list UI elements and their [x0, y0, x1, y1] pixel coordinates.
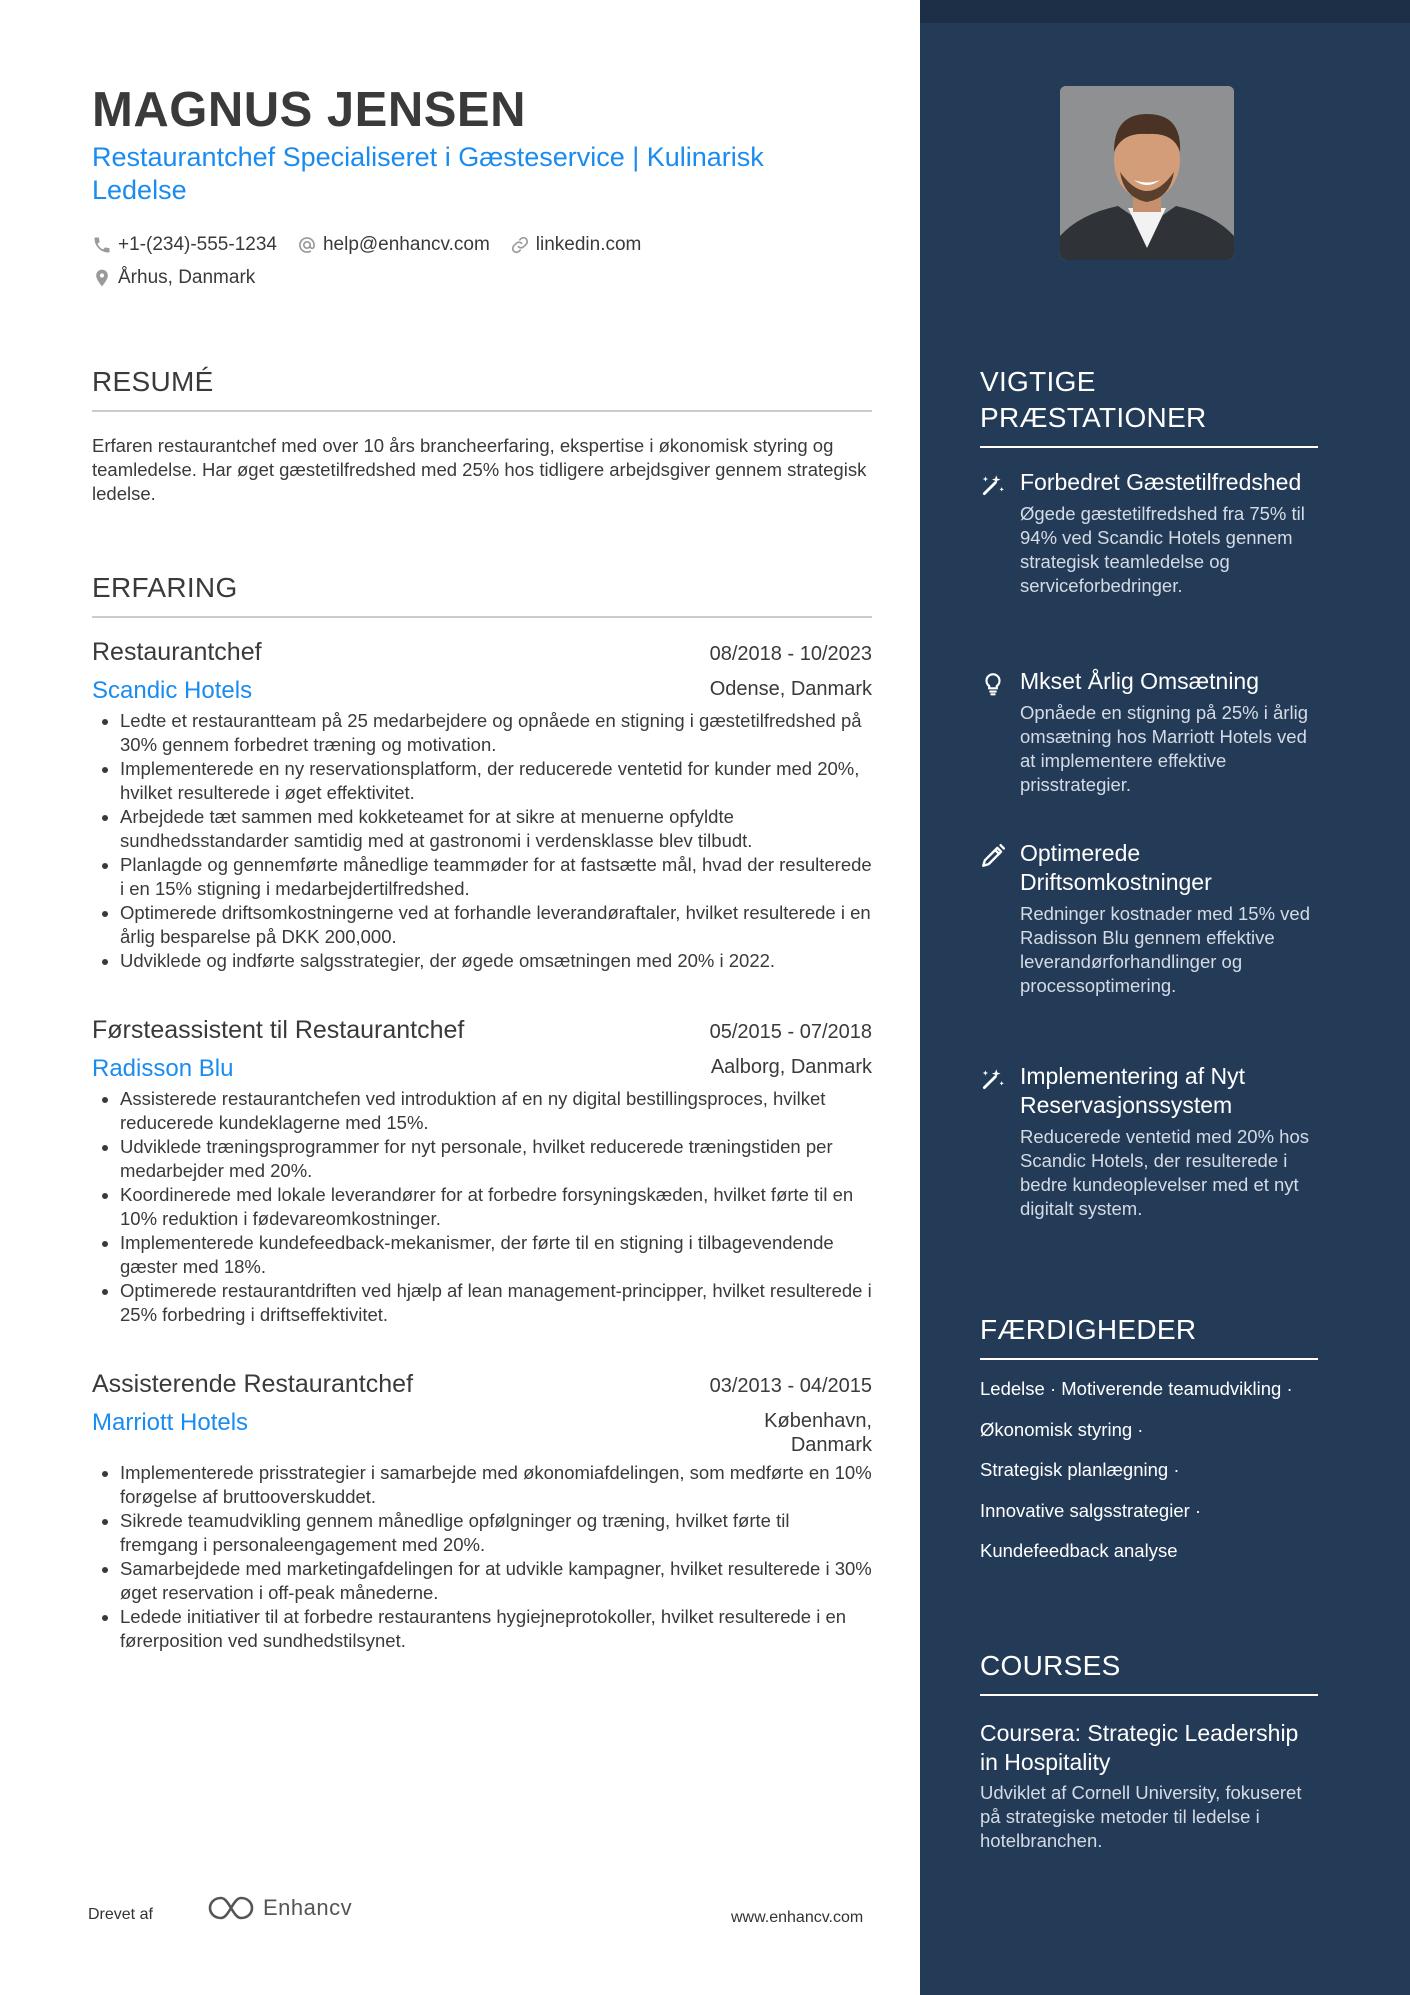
job-entry: [92, 638, 872, 973]
job-dates: 08/2018 - 10/2023: [709, 643, 872, 665]
job-dates: 03/2013 - 04/2015: [709, 1375, 872, 1397]
skill-item: Strategisk planlægning ·: [980, 1459, 1180, 1480]
skills-heading: FÆRDIGHEDER: [980, 1312, 1318, 1360]
job-bullet: • Samarbejdede med marketingafdelingen for at udvikle kampagner, hvilket resulterede i 30% øget reservation i off-peak månederne.: [120, 1557, 872, 1605]
job-title: Assisterende Restaurantchef: [92, 1370, 414, 1398]
avatar: [1060, 86, 1234, 260]
contact-linkedin[interactable]: [510, 234, 642, 256]
company-name: Marriott Hotels: [92, 1409, 249, 1436]
job-location: Odense, Danmark: [709, 678, 872, 700]
contact-email[interactable]: [297, 234, 490, 256]
contact-phone[interactable]: [92, 234, 277, 256]
contact-info: [92, 228, 852, 294]
link-icon: [510, 235, 530, 255]
achievement-title: Optimerede Driftsomkostninger: [1020, 840, 1212, 895]
company-name: Radisson Blu: [92, 1055, 234, 1082]
job-bullet: • Sikrede teamudvikling gennem månedlige opfølgninger og træning, hvilket førte til fremgang i personaleengagement med 20%.: [120, 1509, 872, 1557]
job-bullets: [92, 709, 872, 973]
skill-item: Innovative salgsstrategier ·: [980, 1499, 1202, 1521]
magic-wand-icon: [980, 1066, 1008, 1221]
skill-item: Økonomisk styring ·: [980, 1418, 1144, 1440]
candidate-name: MAGNUS JENSEN: [92, 83, 526, 137]
job-location: København, Danmark: [764, 1410, 872, 1456]
job-bullet: • Udviklede træningsprogrammer for nyt personale, hvilket reducerede træningstiden per medarbejder med 20%.: [120, 1135, 872, 1183]
job-bullet: • Implementerede prisstrategier i samarbejde med økonomiafdelingen, som medførte en 10% forøgelse af bruttooverskuddet.: [120, 1461, 872, 1509]
skill-item: Kundefeedback analyse: [980, 1540, 1178, 1561]
footer-url[interactable]: www.enhancv.com: [731, 1909, 864, 1926]
magic-wand-icon: [980, 472, 1008, 598]
achievement-title: Forbedret Gæstetilfredshed: [1020, 469, 1302, 495]
job-bullet: • Ledede initiativer til at forbedre restaurantens hygiejneprotokoller, hvilket resulterede i en førerposition ved sundhedstilsynet.: [120, 1605, 872, 1653]
job-title: Førsteassistent til Restaurantchef: [92, 1016, 465, 1044]
skill-item: Ledelse · Motiverende teamudvikling ·: [980, 1378, 1293, 1399]
job-entry: [92, 1016, 872, 1327]
company-name: Scandic Hotels: [92, 677, 253, 704]
job-bullet: • Udviklede og indførte salgsstrategier, der øgede omsætningen med 20% i 2022.: [120, 949, 872, 973]
lightbulb-icon: [980, 671, 1008, 797]
achievement-item: [980, 667, 1320, 797]
summary-text: Erfaren restaurantchef med over 10 års brancheerfaring, ekspertise i økonomisk styring og teamledelse. Har øget gæstetilfredshed med 25% hos tidligere arbejdsgiver gennem strategisk ledelse.: [92, 435, 867, 504]
job-title: Restaurantchef: [92, 638, 262, 666]
job-bullet: • Optimerede driftsomkostningerne ved at forhandle leverandøraftaler, hvilket resulterede i en årlig besparelse på DKK 200,000.: [120, 901, 872, 949]
job-bullets: [92, 1461, 872, 1653]
job-entry: [92, 1370, 872, 1653]
powered-by-label: Drevet af: [88, 1906, 153, 1923]
achievement-title: Mkset Årlig Omsætning: [1020, 668, 1260, 694]
job-bullet: • Arbejdede tæt sammen med kokketeamet for at sikre at menuerne opfyldte sundhedsstandarder samtidig med at gastronomi i verdensklasse blev tilbudt.: [120, 805, 872, 853]
job-bullet: • Assisterede restaurantchefen ved introduktion af en ny digital bestillingsproces, hvilket reducerede kundeklagerne med 15%.: [120, 1087, 872, 1135]
job-bullet: • Ledte et restaurantteam på 25 medarbejdere og opnåede en stigning i gæstetilfredshed på 30% gennem forbedret træning og motivation.: [120, 709, 872, 757]
location-text: Århus, Danmark: [118, 266, 256, 288]
skills-list: [980, 1377, 1340, 1580]
contact-location: [92, 267, 255, 289]
experience-heading: ERFARING: [92, 572, 872, 618]
phone-text: +1-(234)-555-1234: [118, 233, 277, 255]
job-location: Aalborg, Danmark: [710, 1056, 872, 1078]
achievements-heading: VIGTIGE PRÆSTATIONER: [980, 364, 1318, 448]
pen-icon: [980, 843, 1008, 998]
phone-icon: [92, 235, 112, 255]
achievement-desc: Redninger kostnader med 15% ved Radisson Blu gennem effektive leverandørforhandlinger og processoptimering.: [1020, 903, 1311, 996]
job-bullet: • Planlagde og gennemførte månedlige teammøder for at fastsætte mål, hvad der resulterede i en 15% stigning i medarbejdertilfredshed.: [120, 853, 872, 901]
linkedin-text: linkedin.com: [535, 233, 642, 255]
course-title: Coursera: Strategic Leadership in Hospitality: [980, 1720, 1299, 1775]
achievement-item: [980, 839, 1320, 998]
job-bullets: [92, 1087, 872, 1327]
achievement-item: [980, 468, 1320, 598]
enhancv-logo[interactable]: [207, 1894, 352, 1922]
courses-heading: COURSES: [980, 1648, 1318, 1696]
at-icon: [297, 235, 317, 255]
job-dates: 05/2015 - 07/2018: [709, 1021, 872, 1043]
achievement-title: Implementering af Nyt Reservasjonssystem: [1020, 1063, 1245, 1118]
achievement-desc: Øgede gæstetilfredshed fra 75% til 94% ved Scandic Hotels gennem strategisk teamledelse og serviceforbedringer.: [1020, 503, 1305, 596]
achievement-desc: Opnåede en stigning på 25% i årlig omsætning hos Marriott Hotels ved at implementere effektive prisstrategier.: [1020, 702, 1308, 795]
job-bullet: • Implementerede en ny reservationsplatform, der reducerede ventetid for kunder med 20%, hvilket resulterede i øget effektivitet.: [120, 757, 872, 805]
job-bullet: • Koordinerede med lokale leverandører for at forbedre forsyningskæden, hvilket førte til en 10% reduktion i fødevareomkostninger.: [120, 1183, 872, 1231]
location-pin-icon: [92, 268, 112, 288]
enhancv-brand: Enhancv: [263, 1895, 353, 1920]
job-bullet: • Implementerede kundefeedback-mekanismer, der førte til en stigning i tilbagevendende gæster med 18%.: [120, 1231, 872, 1279]
sidebar: [920, 0, 1410, 1995]
summary-heading: RESUMÉ: [92, 366, 872, 412]
achievement-desc: Reducerede ventetid med 20% hos Scandic Hotels, der resulterede i bedre kundeoplevelser med et nyt digitalt system.: [1020, 1126, 1309, 1219]
enhancv-infinity-icon: [207, 1894, 255, 1922]
profile-photo-icon: [1060, 86, 1234, 260]
candidate-headline: Restaurantchef Specialiseret i Gæsteservice | Kulinarisk Ledelse: [92, 142, 764, 205]
email-text: help@enhancv.com: [322, 233, 490, 255]
sidebar-top-bar: [920, 0, 1410, 23]
achievement-item: [980, 1062, 1320, 1221]
course-desc: Udviklet af Cornell University, fokuseret på strategiske metoder til ledelse i hotelbranchen.: [980, 1782, 1302, 1851]
job-bullet: • Optimerede restaurantdriften ved hjælp af lean management-principper, hvilket resulterede i 25% forbedring i driftseffektivitet.: [120, 1279, 872, 1327]
